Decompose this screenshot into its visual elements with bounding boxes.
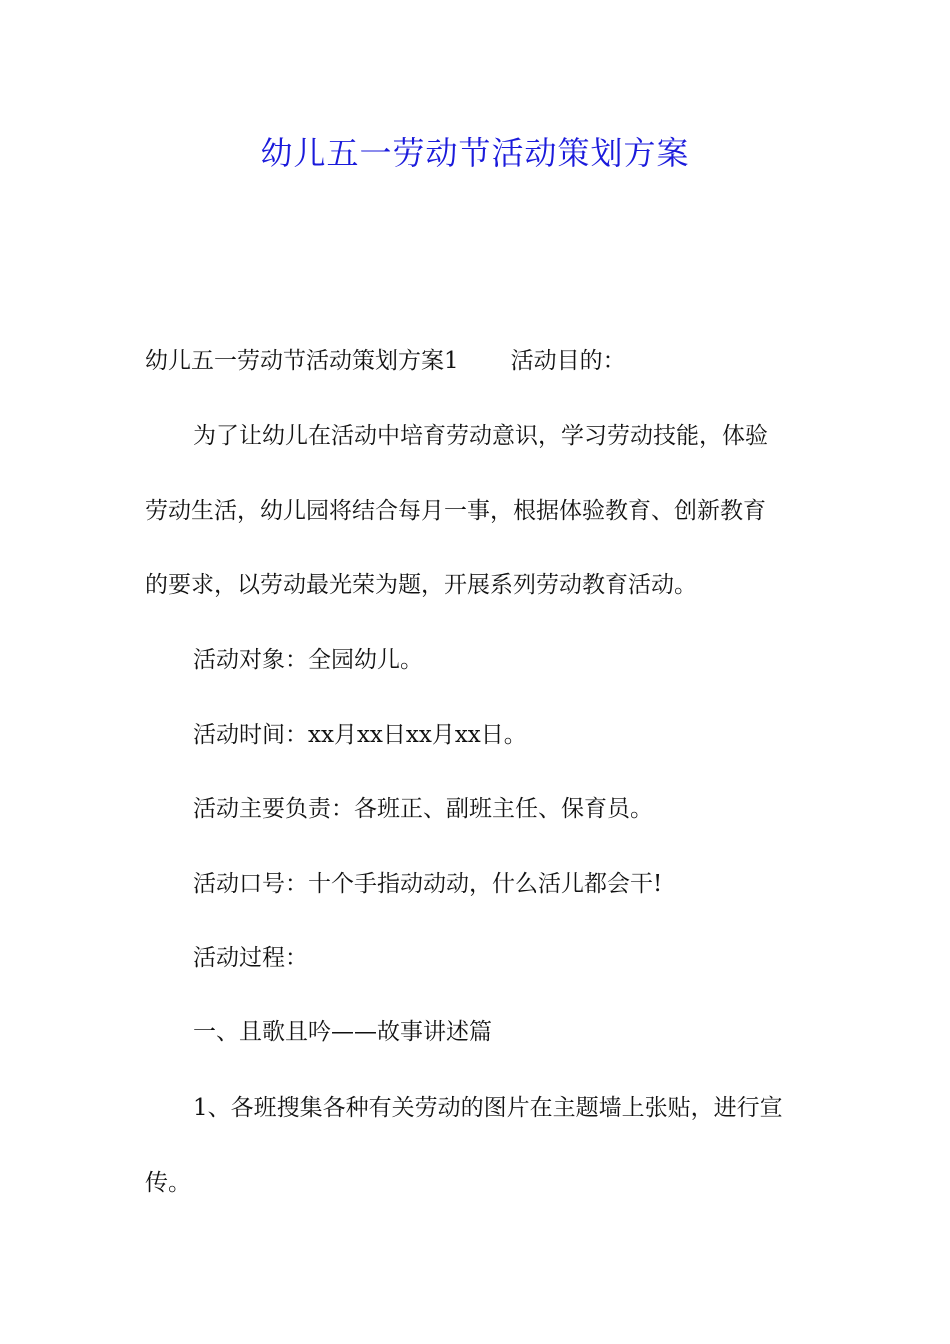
- paragraph-line-heading: [145, 341, 810, 381]
- document-title: 幼儿五一劳动节活动策划方案: [260, 134, 690, 172]
- list-item-continuation-line: 传。: [145, 1170, 191, 1196]
- paragraph-line: 为了让幼儿在活动中培育劳动意识，学习劳动技能，体验: [193, 423, 768, 449]
- activity-purpose-label: 活动目的：: [510, 348, 626, 374]
- activity-responsible-line: 活动主要负责：各班正、副班主任、保育员。: [193, 796, 653, 822]
- section-heading-line: 一、且歌且吟——故事讲述篇: [193, 1019, 492, 1045]
- paragraph-line: 的要求，以劳动最光荣为题，开展系列劳动教育活动。: [145, 572, 697, 598]
- activity-target-line: 活动对象：全园幼儿。: [193, 647, 423, 673]
- activity-time-line: 活动时间：xx月xx日xx月xx日。: [193, 722, 527, 748]
- paragraph-line: 劳动生活，幼儿园将结合每月一事，根据体验教育、创新教育: [145, 498, 766, 524]
- activity-slogan-line: 活动口号：十个手指动动动，什么活儿都会干!: [193, 871, 663, 897]
- list-item-line: 1、各班搜集各种有关劳动的图片在主题墙上张贴，进行宣: [193, 1095, 783, 1121]
- plan-heading: 幼儿五一劳动节活动策划方案1: [145, 348, 459, 374]
- activity-process-line: 活动过程：: [193, 945, 308, 971]
